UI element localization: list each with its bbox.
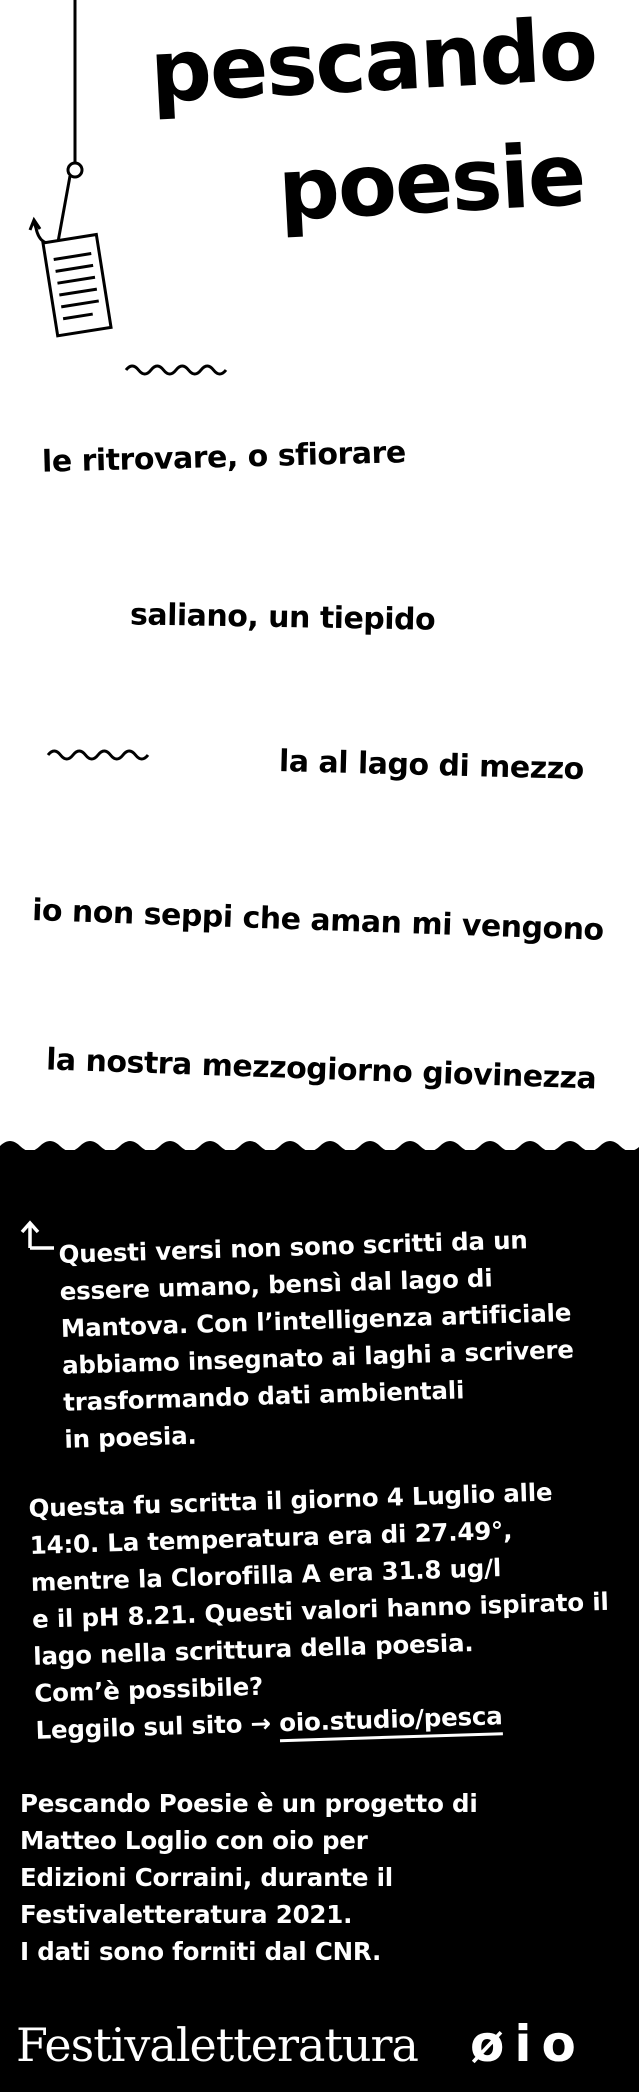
title-line-1: pescando <box>147 0 599 123</box>
festivaletteratura-logo: Festivaletteratura <box>16 2018 418 2072</box>
site-link[interactable]: oio.studio/pesca <box>279 1701 503 1742</box>
data-paragraph <box>28 1472 613 1749</box>
data-line: Questa fu scritta il giorno 4 Luglio alle <box>28 1477 553 1523</box>
poem-line: la nostra mezzogiorno giovinezza <box>45 1042 597 1097</box>
wave-squiggle-icon <box>124 360 228 380</box>
wave-divider <box>0 1138 639 1152</box>
credits-line: I dati sono forniti dal CNR. <box>20 1937 382 1966</box>
intro-line: abbiamo insegnato ai laghi a scrivere <box>61 1334 575 1380</box>
title-line-2: poesie <box>275 124 587 241</box>
data-line: e il pH 8.21. Questi valori hanno ispirato il <box>31 1586 610 1634</box>
info-section <box>0 1150 639 2092</box>
credits-line: Pescando Poesie è un progetto di <box>20 1789 478 1818</box>
credits-line: Edizioni Corraini, durante il <box>20 1863 394 1892</box>
data-line: mentre la Clorofilla A era 31.8 ug/l <box>30 1553 502 1597</box>
wave-squiggle-icon <box>46 745 150 765</box>
intro-line: essere umano, bensì dal lago di <box>59 1263 493 1306</box>
intro-line: Mantova. Con l’intelligenza artificiale <box>60 1297 572 1343</box>
poem-line: le ritrovare, o sfiorare <box>41 435 407 480</box>
intro-line: Questi versi non sono scritti da un <box>58 1225 528 1269</box>
poem-line: saliano, un tiepido <box>129 597 436 638</box>
credits-line: Matteo Loglio con oio per <box>20 1826 368 1855</box>
read-more-prefix: Leggilo sul sito → <box>35 1708 272 1745</box>
arrow-up-left-icon <box>18 1220 56 1250</box>
credits-line: Festivaletteratura 2021. <box>20 1900 353 1929</box>
data-line: Com’è possibile? <box>33 1671 264 1708</box>
intro-line: in poesia. <box>63 1420 197 1454</box>
data-line: 14:0. La temperatura era di 27.49°, <box>29 1515 513 1560</box>
intro-paragraph <box>58 1220 577 1458</box>
intro-line: trasformando dati ambientali <box>62 1375 465 1417</box>
poem-line: la al lago di mezzo <box>278 744 585 787</box>
fishing-hook-illustration <box>28 0 128 345</box>
credits-paragraph <box>20 1785 478 1970</box>
data-line: lago nella scrittura della poesia. <box>32 1628 474 1671</box>
oio-logo: øio <box>470 2015 586 2073</box>
poem-line: io non seppi che aman mi vengono <box>31 893 605 948</box>
